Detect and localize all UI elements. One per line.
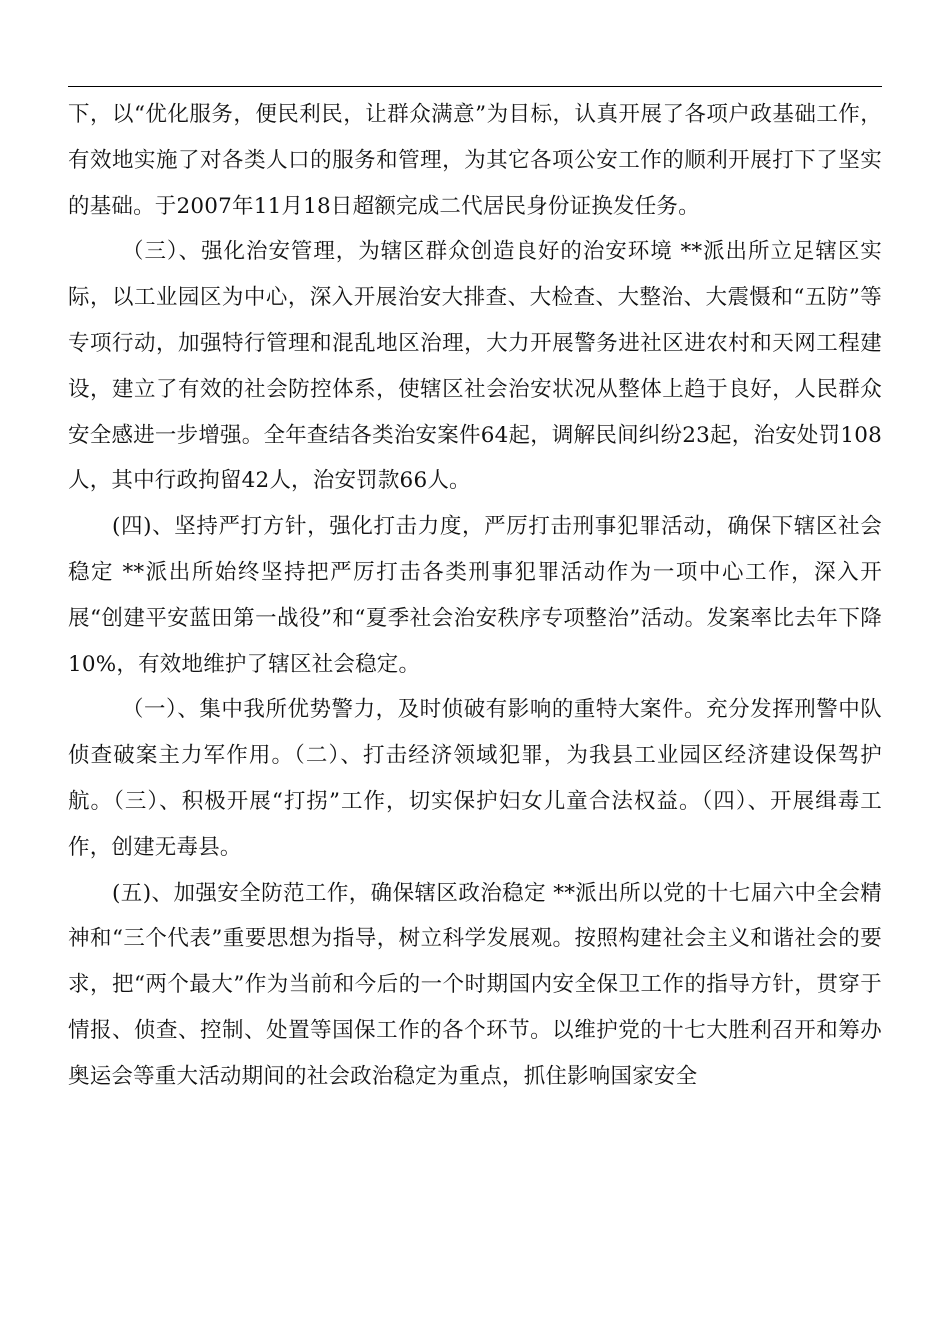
paragraph-crime-fighting-measures: （一）、集中我所优势警力，及时侦破有影响的重特大案件。充分发挥刑警中队侦查破案主力军作用。（二）、打击经济领域犯罪，为我县工业园区经济建设保驾护航。（三）、积极开展“打拐”工作，切实保护妇女儿童合法权益。（四）、开展缉毒工作，创建无毒县。 [68, 697, 882, 860]
paragraph-security-prevention: (五)、加强安全防范工作，确保辖区政治稳定 **派出所以党的十七届六中全会精神和“三个代表”重要思想为指导，树立科学发展观。按照构建社会主义和谐社会的要求，把“两个最大”作为当前和今后的一个时期国内安全保卫工作的指导方针，贯穿于情报、侦查、控制、处置等国保工作的各个环节。以维护党的十七大胜利召开和筹办奥运会等重大活动期间的社会政治稳定为重点，抓住影响国家安全 [68, 880, 882, 1089]
paragraph-strike-hard-policy: (四)、坚持严打方针，强化打击力度，严厉打击刑事犯罪活动，确保下辖区社会稳定 **派出所始终坚持把严厉打击各类刑事犯罪活动作为一项中心工作，深入开展“创建平安蓝田第一战役”和“夏季社会治安秩序专项整治”活动。发案率比去年下降10%，有效地维护了辖区社会稳定。 [68, 514, 882, 677]
header-rule [68, 86, 882, 87]
document-body [68, 92, 882, 1100]
paragraph-public-security-management: （三）、强化治安管理，为辖区群众创造良好的治安环境 **派出所立足辖区实际，以工业园区为中心，深入开展治安大排查、大检查、大整治、大震慑和“五防”等专项行动，加强特行管理和混乱地区治理，大力开展警务进社区进农村和天网工程建设，建立了有效的社会防控体系，使辖区社会治安状况从整体上趋于良好，人民群众安全感进一步增强。全年查结各类治安案件64起，调解民间纠纷23起，治安处罚108人，其中行政拘留42人，治安罚款66人。 [68, 239, 882, 494]
paragraph-household-registration: 下，以“优化服务，便民利民，让群众满意”为目标，认真开展了各项户政基础工作，有效地实施了对各类人口的服务和管理，为其它各项公安工作的顺利开展打下了坚实的基础。于2007年11月18日超额完成二代居民身份证换发任务。 [68, 102, 882, 219]
